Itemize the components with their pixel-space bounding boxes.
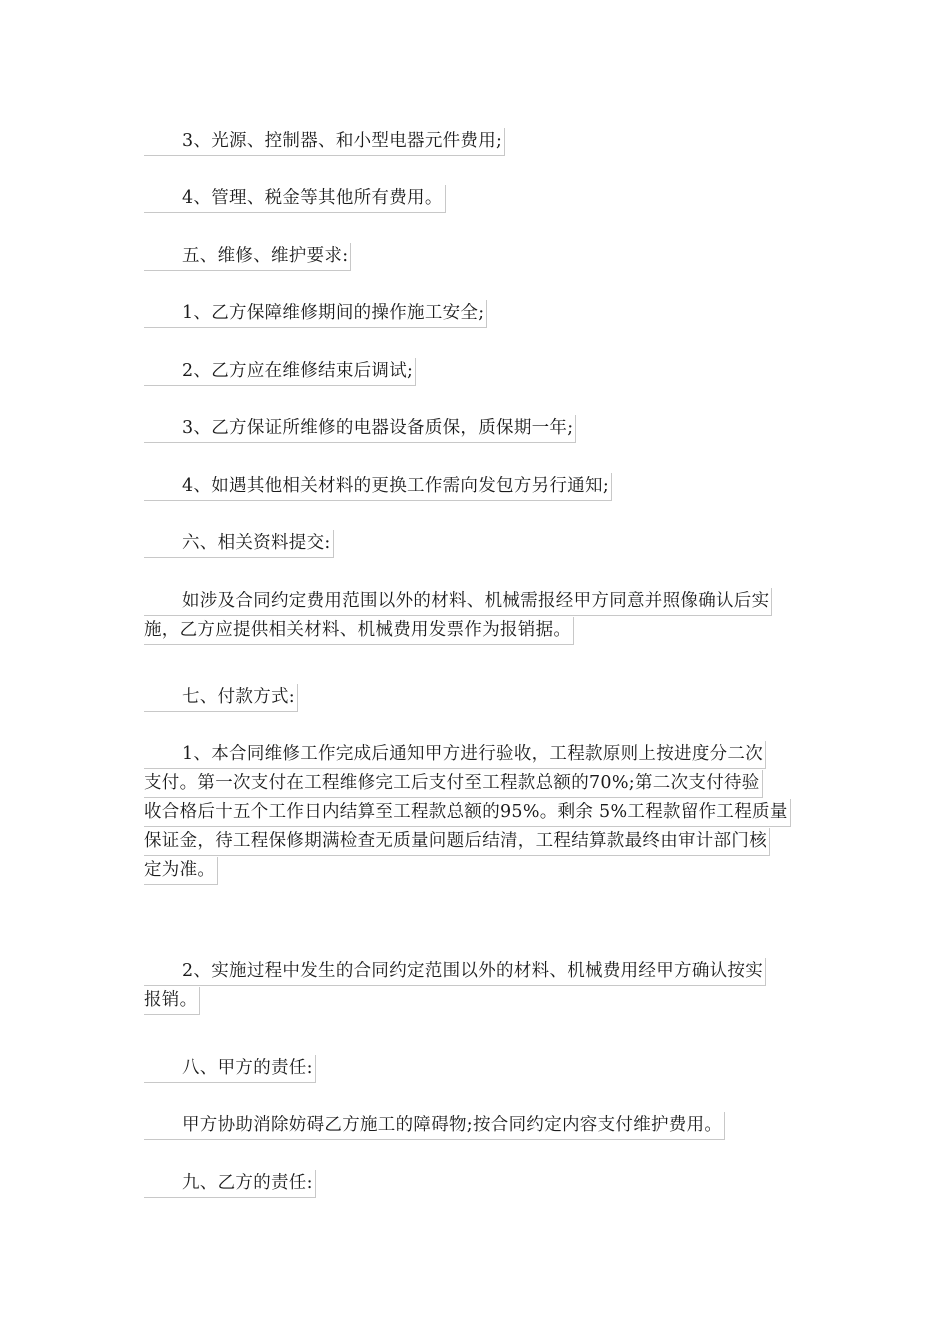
text-line: 2、乙方应在维修结束后调试; xyxy=(144,358,416,386)
paragraph xyxy=(144,740,791,885)
paragraph xyxy=(144,127,505,156)
text-line: 4、管理、税金等其他所有费用。 xyxy=(144,185,446,213)
text-line: 2、实施过程中发生的合同约定范围以外的材料、机械费用经甲方确认按实 xyxy=(144,958,766,986)
paragraph xyxy=(144,1111,725,1140)
text-line: 施，乙方应提供相关材料、机械费用发票作为报销据。 xyxy=(144,617,574,645)
text-line: 支付。第一次支付在工程维修完工后支付至工程款总额的70%;第二次支付待验 xyxy=(144,770,763,798)
paragraph xyxy=(144,299,487,328)
text-line: 3、乙方保证所维修的电器设备质保，质保期一年; xyxy=(144,415,576,443)
text-line: 如涉及合同约定费用范围以外的材料、机械需报经甲方同意并照像确认后实 xyxy=(144,588,772,616)
paragraph xyxy=(144,587,772,645)
text-line: 报销。 xyxy=(144,987,200,1015)
text-line: 1、本合同维修工作完成后通知甲方进行验收，工程款原则上按进度分二次 xyxy=(144,741,766,769)
text-line: 3、光源、控制器、和小型电器元件费用; xyxy=(144,128,505,156)
section-heading xyxy=(144,529,334,558)
text-line: 定为准。 xyxy=(144,857,218,885)
section-heading xyxy=(144,683,298,712)
section-heading xyxy=(144,1054,316,1083)
text-line: 保证金，待工程保修期满检查无质量问题后结清，工程结算款最终由审计部门核 xyxy=(144,828,770,856)
text-line: 1、乙方保障维修期间的操作施工安全; xyxy=(144,300,487,328)
text-line: 收合格后十五个工作日内结算至工程款总额的95%。剩余 5%工程款留作工程质量 xyxy=(144,799,791,827)
text-line: 甲方协助消除妨碍乙方施工的障碍物;按合同约定内容支付维护费用。 xyxy=(144,1112,725,1140)
text-line: 八、甲方的责任: xyxy=(144,1055,316,1083)
paragraph xyxy=(144,357,416,386)
text-line: 五、维修、维护要求: xyxy=(144,243,351,271)
text-line: 九、乙方的责任: xyxy=(144,1170,316,1198)
text-line: 七、付款方式: xyxy=(144,684,298,712)
text-line: 六、相关资料提交: xyxy=(144,530,334,558)
section-heading xyxy=(144,1169,316,1198)
section-heading xyxy=(144,242,351,271)
text-line: 4、如遇其他相关材料的更换工作需向发包方另行通知; xyxy=(144,473,612,501)
paragraph xyxy=(144,957,766,1015)
paragraph xyxy=(144,184,446,213)
paragraph xyxy=(144,414,576,443)
paragraph xyxy=(144,472,612,501)
